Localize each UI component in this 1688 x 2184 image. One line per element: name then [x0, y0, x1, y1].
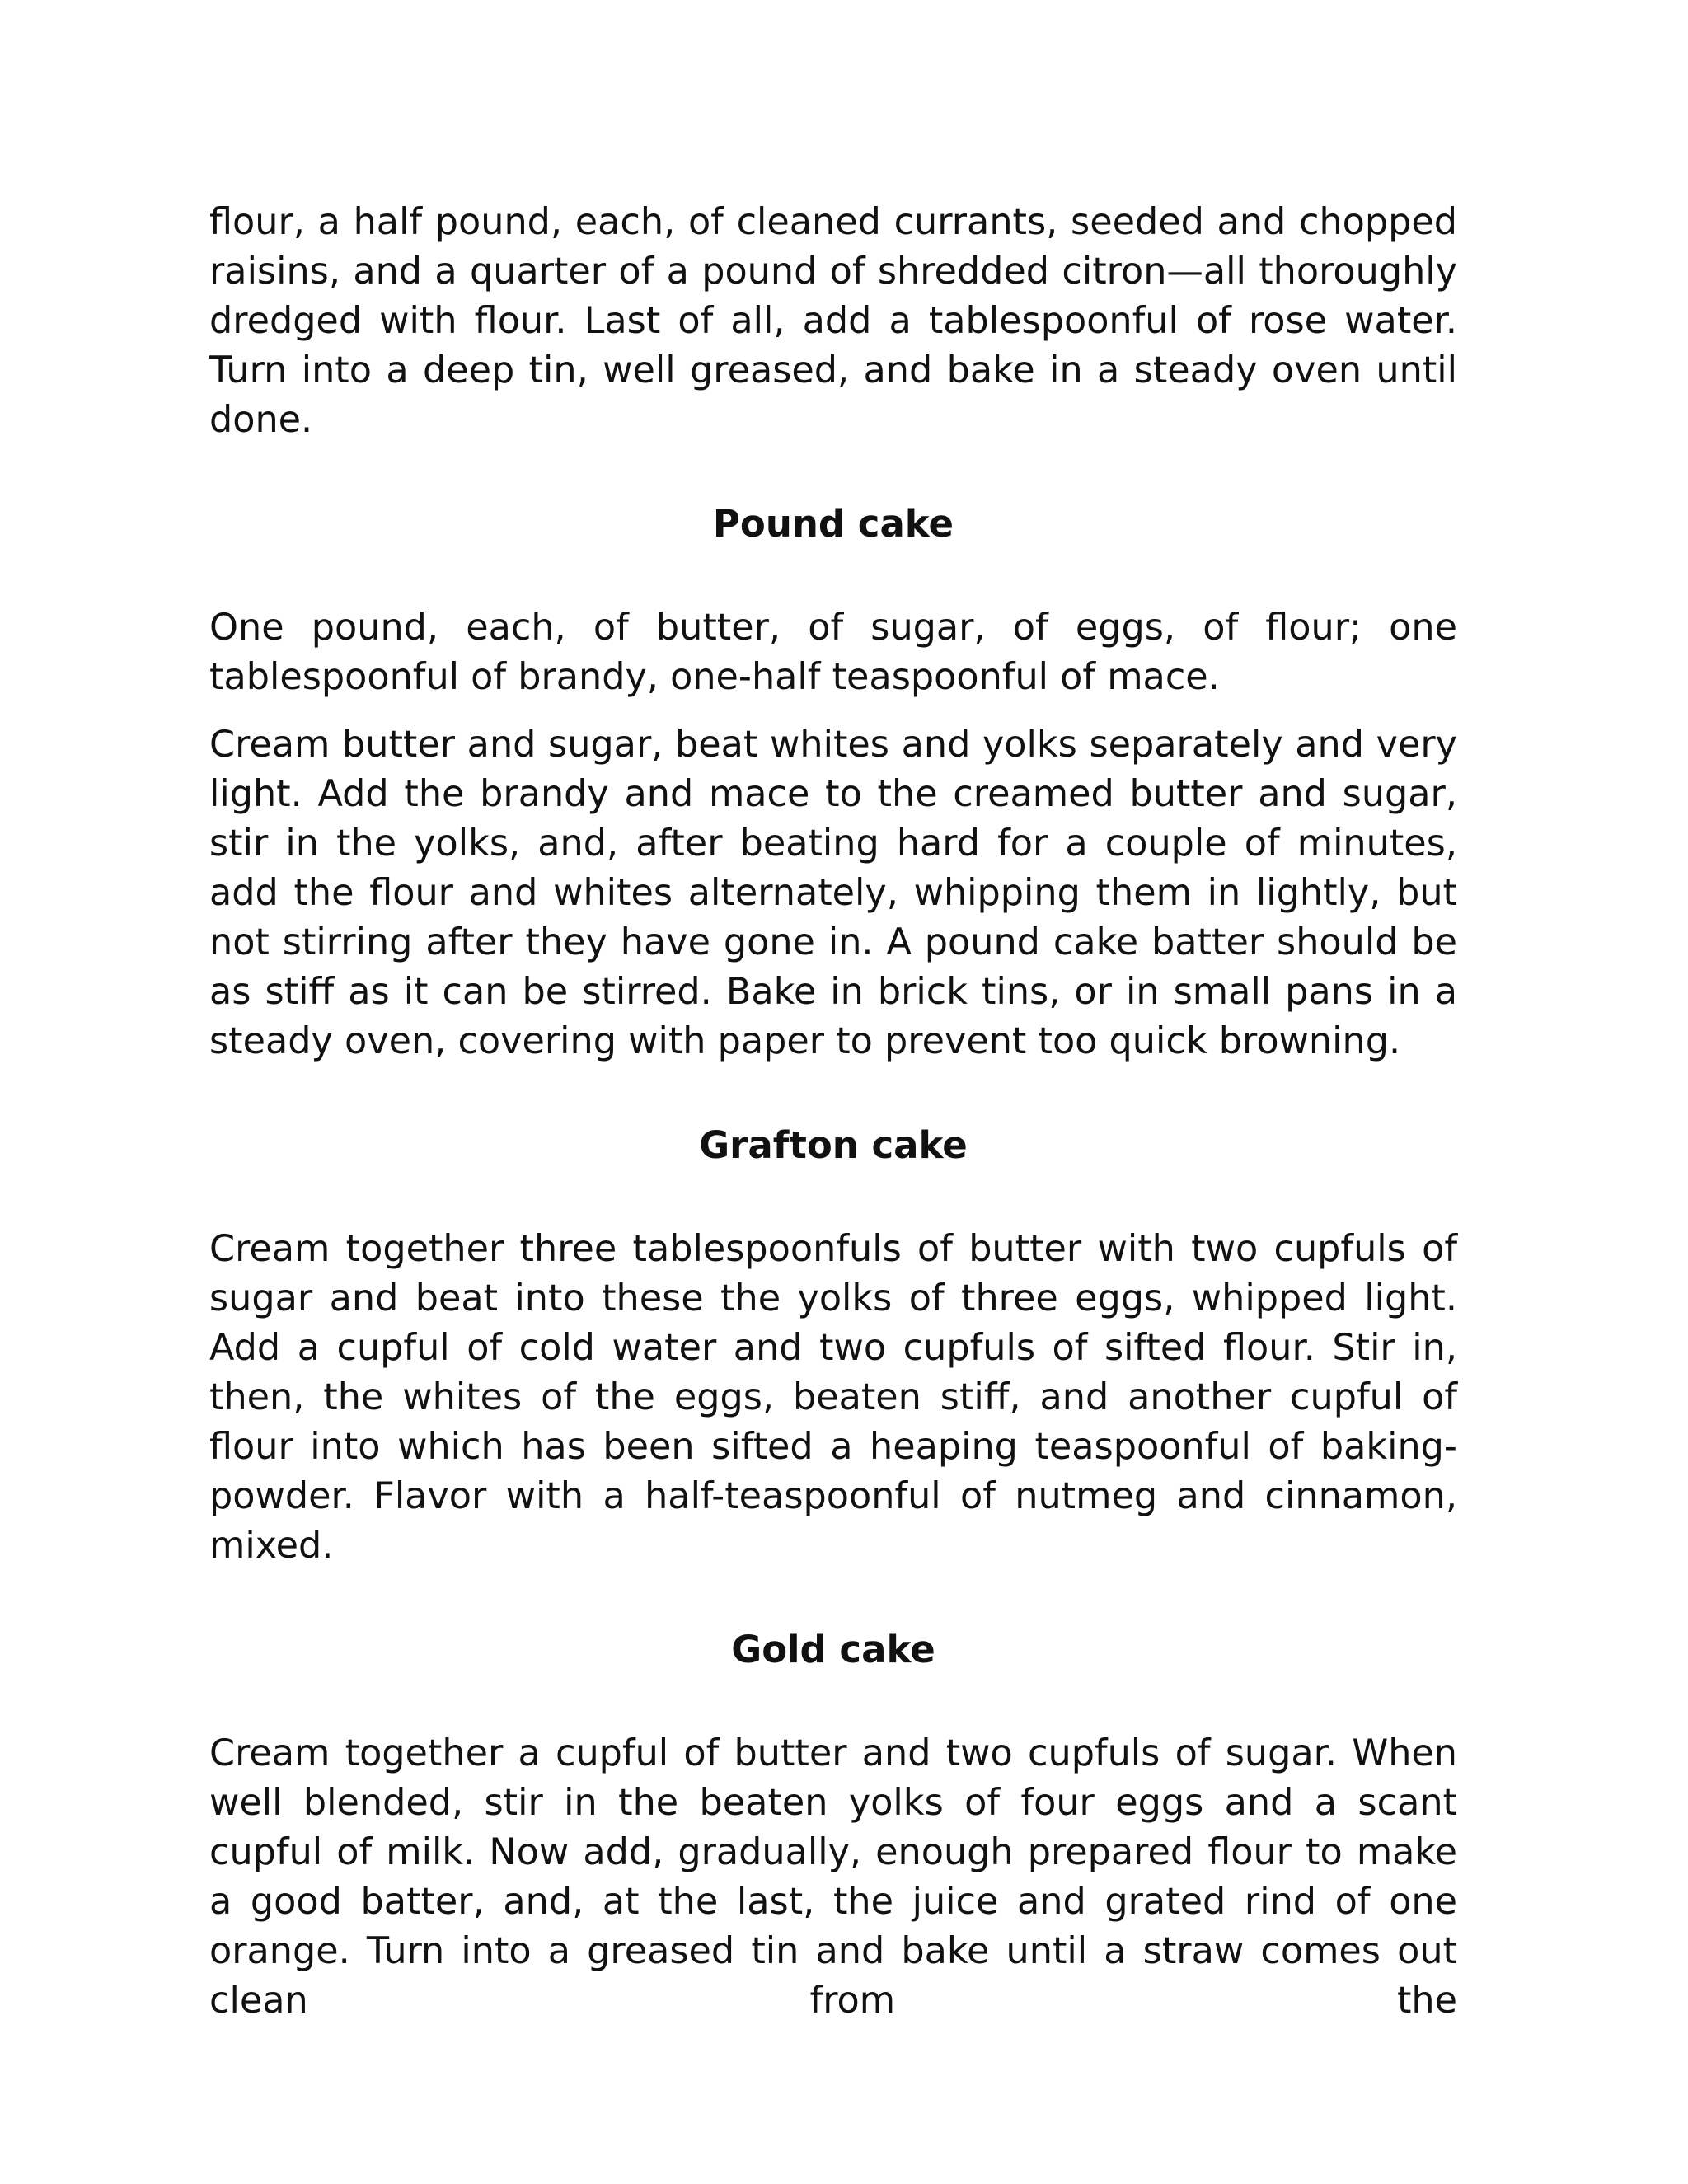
section-heading-gold-cake: Gold cake — [731, 1628, 935, 1671]
document-page — [209, 198, 1457, 2026]
section-heading-pound-cake: Pound cake — [712, 502, 954, 546]
intro-paragraph: flour, a half pound, each, of cleaned currants, seeded and chopped raisins, and a quarter of a pound of shredded citron—all thoroughly dredged with flour. Last of all, add a tablespoonful of rose water. Turn into a deep tin, well greased, and bake in a steady oven until done. — [209, 201, 1457, 441]
pound-cake-method-paragraph: Cream butter and sugar, beat whites and yolks separately and very light. Add the brandy and mace to the creamed butter and sugar, stir in the yolks, and, after beating hard for a couple of minutes, add the flour and whites alternately, whipping them in lightly, but not stirring after they have gone in. A pound cake batter should be as stiff as it can be stirred. Bake in brick tins, or in small pans in a steady oven, covering with paper to prevent too quick browning. — [209, 724, 1457, 1062]
pound-cake-ingredients-paragraph: One pound, each, of butter, of sugar, of eggs, of flour; one tablespoonful of brandy, one-half teaspoonful of mace. — [209, 607, 1457, 698]
gold-cake-paragraph: Cream together a cupful of butter and two cupfuls of sugar. When well blended, stir in the beaten yolks of four eggs and a scant cupful of milk. Now add, gradually, enough prepared flour to make a good batter, and, at the last, the juice and grated rind of one orange. Turn into a greased tin and bake until a straw comes out clean from the — [209, 1732, 1457, 2022]
section-heading-grafton-cake: Grafton cake — [699, 1123, 968, 1167]
grafton-cake-paragraph: Cream together three tablespoonfuls of butter with two cupfuls of sugar and beat into these the yolks of three eggs, whipped light. Add a cupful of cold water and two cupfuls of sifted flour. Stir in, then, the whites of the eggs, beaten stiff, and another cupful of flour into which has been sifted a heaping teaspoonful of baking-powder. Flavor with a half-teaspoonful of nutmeg and cinnamon, mixed. — [209, 1228, 1457, 1567]
